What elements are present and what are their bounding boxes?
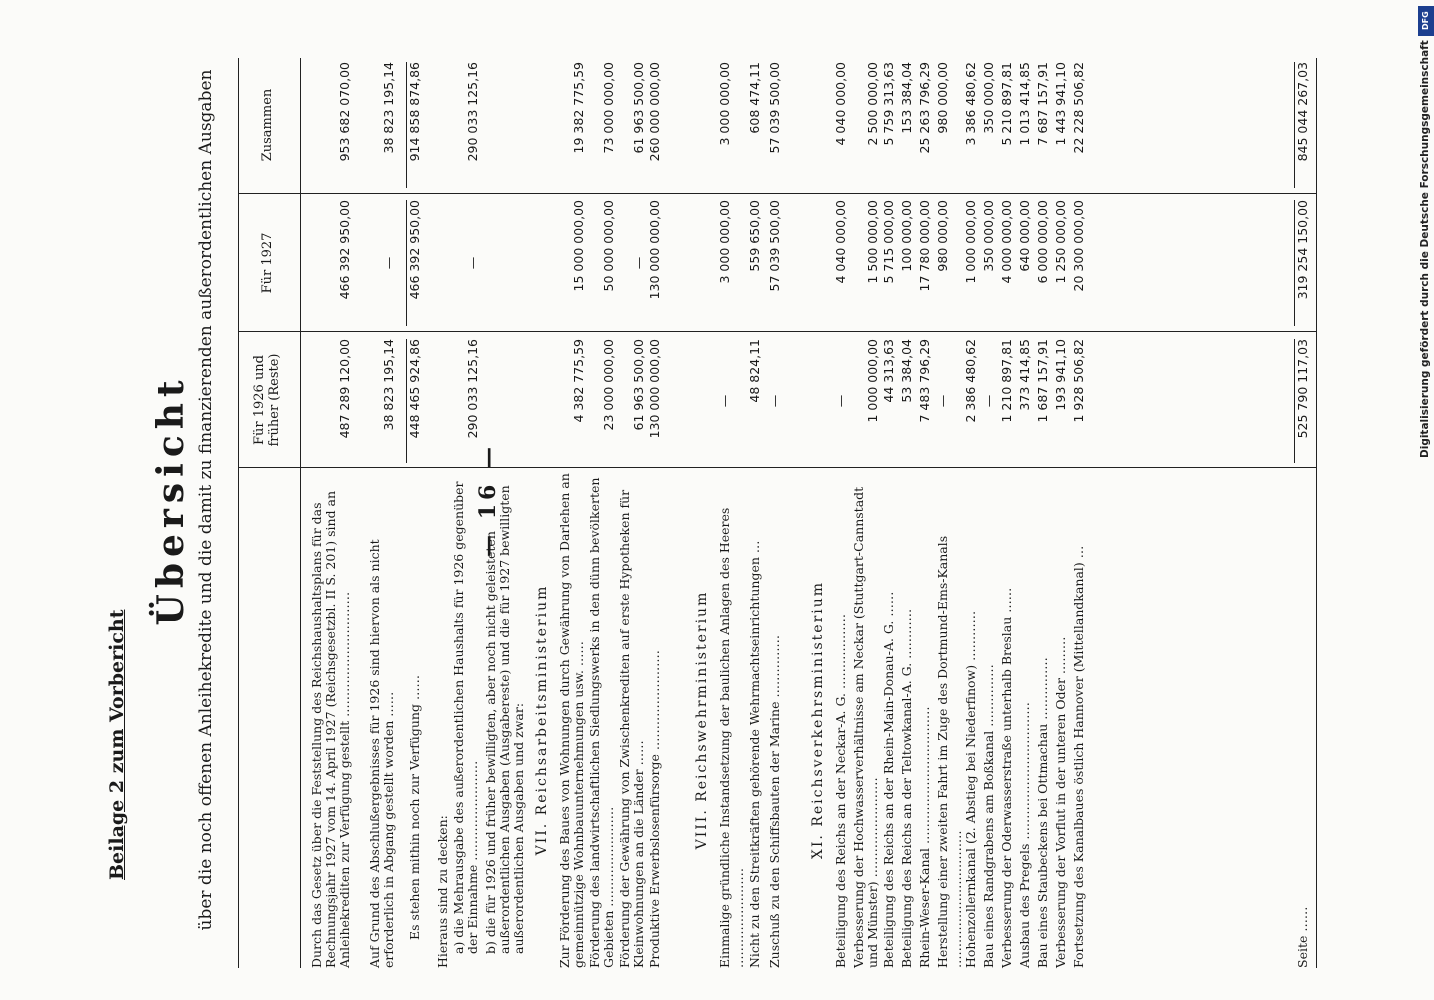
table-row: [588, 472, 616, 968]
column-header-total: Zusammen: [260, 88, 275, 162]
sum-rule: [406, 62, 407, 188]
cell-c2: —: [465, 256, 480, 270]
cell-c1: —: [981, 394, 996, 408]
cell-c2: —: [631, 256, 646, 270]
row-label: Zuschuß zu den Schiffsbauten der Marine ……………: [767, 635, 782, 968]
dfg-logo: DFG: [1418, 6, 1434, 36]
page-number: — 16 —: [475, 443, 501, 557]
sum-rule: [1294, 339, 1295, 463]
header-bottom-rule: [300, 58, 301, 968]
row-label: Hieraus sind zu decken:: [435, 815, 450, 968]
table-row: [452, 472, 480, 968]
column-divider: [238, 193, 1316, 194]
sum-rule: [406, 200, 407, 326]
row-label: Fortsetzung des Kanalbaues östlich Hannover (Mittellandkanal) …: [1071, 545, 1086, 968]
table-row: [900, 472, 914, 968]
row-label: Förderung des landwirtschaftlichen Siedlungswerks in den dünn bevölkerten Gebieten ……………………: [587, 477, 616, 968]
cell-c3: 61 963 500,00: [631, 62, 646, 154]
cell-c2: —: [381, 256, 396, 270]
table-row: [748, 472, 762, 968]
page-title: Übersicht: [150, 374, 192, 626]
table-row: [718, 472, 746, 968]
cell-c1: 193 941,10: [1053, 339, 1068, 411]
cell-c1: 1 210 897,81: [999, 339, 1014, 423]
sum-rule: [1294, 62, 1295, 188]
table-row: [1054, 472, 1068, 968]
row-label: a) die Mehrausgabe des außerordentlichen Haushalts für 1926 gegenüber der Einnahme ……………………: [451, 481, 480, 954]
row-label: Verbesserung der Oderwasserstraße unterhalb Breslau ……: [999, 587, 1014, 968]
cell-c3: 5 759 313,63: [881, 62, 896, 146]
section-heading: XI. Reichsverkehrsministerium: [810, 580, 826, 860]
cell-c1: 290 033 125,16: [465, 339, 480, 439]
cell-c2: 17 780 000,00: [917, 200, 932, 292]
table-row: [1072, 472, 1086, 968]
cell-c1: 2 386 480,62: [963, 339, 978, 423]
cell-c3: 19 382 775,59: [571, 62, 586, 154]
table-row: [852, 472, 880, 968]
cell-c2: 5 715 000,00: [881, 200, 896, 284]
table-row: [982, 472, 996, 968]
row-label: b) die für 1926 und früher bewilligten, aber noch nicht geleisteten außerordentlichen Ausgaben (Ausgabereste) und die für 1927 bewilligten außerordentlichen Ausgaben und zwar:: [483, 485, 526, 954]
cell-c2: 1 500 000,00: [865, 200, 880, 284]
table-row: [936, 472, 964, 968]
table-row: [484, 472, 526, 968]
table-row: [1036, 472, 1050, 968]
cell-c1: 373 414,85: [1017, 339, 1032, 411]
cell-c3: 350 000,00: [981, 62, 996, 134]
cell-c3: 57 039 500,00: [767, 62, 782, 154]
cell-c2: 319 254 150,00: [1295, 200, 1310, 300]
cell-c3: 5 210 897,81: [999, 62, 1014, 146]
table-row: [408, 472, 422, 968]
cell-c2: 50 000 000,00: [601, 200, 616, 292]
cell-c3: 2 500 000,00: [865, 62, 880, 146]
table-row: [618, 472, 646, 968]
section-heading: VIII. Reichswehrministerium: [694, 590, 710, 850]
column-divider: [238, 331, 1316, 332]
cell-c3: 153 384,04: [899, 62, 914, 134]
cell-c3: 953 682 070,00: [337, 62, 352, 162]
row-label: Nicht zu den Streitkräften gehörende Wehrmachtseinrichtungen …: [747, 540, 762, 968]
table-row: [310, 472, 352, 968]
cell-c2: 1 000 000,00: [963, 200, 978, 284]
table-row: [918, 472, 932, 968]
cell-c2: 15 000 000,00: [571, 200, 586, 292]
cell-c1: —: [935, 394, 950, 408]
cell-c2: 640 000,00: [1017, 200, 1032, 272]
cell-c2: 4 040 000,00: [833, 200, 848, 284]
cell-c1: 38 823 195,14: [381, 339, 396, 431]
cell-c3: 290 033 125,16: [465, 62, 480, 162]
row-label: Bau eines Staubeckens bei Ottmachau ……………: [1035, 657, 1050, 968]
cell-c2: 20 300 000,00: [1071, 200, 1086, 292]
cell-c2: 980 000,00: [935, 200, 950, 272]
cell-c3: 7 687 157,91: [1035, 62, 1050, 146]
cell-c3: 914 858 874,86: [407, 62, 422, 162]
row-label: Beteiligung des Reichs an der Rhein-Main-Donau-A. G. ……: [881, 591, 896, 968]
table-row: [436, 472, 450, 968]
cell-c3: 1 443 941,10: [1053, 62, 1068, 146]
cell-c2: 130 000 000,00: [647, 200, 662, 300]
cell-c2: 350 000,00: [981, 200, 996, 272]
cell-c2: 100 000,00: [899, 200, 914, 272]
table-row: [558, 472, 586, 968]
cell-c2: 6 000 000,00: [1035, 200, 1050, 284]
sum-rule: [406, 339, 407, 463]
row-label: Beteiligung des Reichs an der Teltowkanal-A. G. …………: [899, 608, 914, 968]
row-label: Verbesserung der Vorflut in der unteren Oder ………: [1053, 636, 1068, 968]
column-header-1927: Für 1927: [260, 232, 275, 294]
cell-c3: 4 040 000,00: [833, 62, 848, 146]
table-top-rule: [238, 58, 239, 968]
cell-c2: 466 392 950,00: [337, 200, 352, 300]
cell-c3: 22 228 506,82: [1071, 62, 1086, 154]
cell-c1: 48 824,11: [747, 339, 762, 403]
table-row: [768, 472, 782, 968]
row-label: Produktive Erwerbslosenfürsorge ……………………: [647, 650, 662, 968]
cell-c1: 130 000 000,00: [647, 339, 662, 439]
cell-c3: 845 044 267,03: [1295, 62, 1310, 162]
cell-c1: 44 313,63: [881, 339, 896, 403]
cell-c2: 559 650,00: [747, 200, 762, 272]
cell-c1: 487 289 120,00: [337, 339, 352, 439]
column-divider: [238, 467, 1316, 468]
cell-c3: 3 000 000,00: [717, 62, 732, 146]
row-label: Beteiligung des Reichs an der Neckar-A. G. ………………: [833, 614, 848, 968]
cell-c1: 7 483 796,29: [917, 339, 932, 423]
table-row: [368, 472, 396, 968]
row-label: Auf Grund des Abschlußergebnisses für 1926 sind hiervon als nicht erforderlich in Abgang gestellt worden ……: [367, 539, 396, 968]
cell-c1: —: [717, 394, 732, 408]
cell-c2: 4 000 000,00: [999, 200, 1014, 284]
page-subtitle: über die noch offenen Anleihekredite und die damit zu finanzierenden außerordentlichen Ausgaben: [196, 69, 216, 931]
cell-c2: 466 392 950,00: [407, 200, 422, 300]
row-label: Bau eines Randgrabens am Boßkanal ……………: [981, 664, 996, 968]
cell-c3: 38 823 195,14: [381, 62, 396, 154]
row-label: Ausbau des Pregels ……………………………: [1017, 702, 1032, 968]
row-label: Herstellung einer zweiten Fahrt im Zuge des Dortmund-Ems-Kanals ……………………………: [935, 535, 964, 968]
cell-c3: 1 013 414,85: [1017, 62, 1032, 146]
cell-c1: 448 465 924,86: [407, 339, 422, 439]
row-label: Hohenzollernkanal (2. Abstieg bei Niederfinow) …………: [963, 610, 978, 968]
cell-c1: —: [833, 394, 848, 408]
digitization-note: Digitalisierung gefördert durch die Deutsche Forschungsgemeinschaft: [1419, 40, 1431, 458]
cell-c2: 1 250 000,00: [1053, 200, 1068, 284]
sum-rule: [1294, 200, 1295, 326]
section-heading: VII. Reichsarbeitsministerium: [534, 584, 550, 856]
cell-c2: 57 039 500,00: [767, 200, 782, 292]
cell-c1: 1 928 506,82: [1071, 339, 1086, 423]
table-row: [648, 472, 662, 968]
row-label: Förderung der Gewährung von Zwischenkrediten auf erste Hypotheken für Kleinwohnungen an die Länder ……: [617, 489, 646, 968]
table-row: [1000, 472, 1014, 968]
cell-c3: 25 263 796,29: [917, 62, 932, 154]
row-label: Seite ……: [1295, 906, 1310, 968]
table-row: [964, 472, 978, 968]
supplement-label: Beilage 2 zum Vorbericht: [106, 609, 128, 880]
row-label: Es stehen mithin noch zur Verfügung ……: [407, 675, 422, 940]
row-label: Zur Förderung des Baues von Wohnungen durch Gewährung von Darlehen an gemeinnützige Wohnbauunternehmungen usw. ……: [557, 473, 586, 968]
row-label: Einmalige gründliche Instandsetzung der baulichen Anlagen des Heeres ……………………: [717, 507, 746, 968]
table-row: [1296, 472, 1310, 968]
cell-c1: 61 963 500,00: [631, 339, 646, 431]
cell-c1: 1 687 157,91: [1035, 339, 1050, 423]
cell-c3: 608 474,11: [747, 62, 762, 134]
table-row: [1018, 472, 1032, 968]
cell-c1: 23 000 000,00: [601, 339, 616, 431]
ledger-table: [238, 58, 1318, 968]
cell-c2: 3 000 000,00: [717, 200, 732, 284]
table-row: [882, 472, 896, 968]
cell-c1: 1 000 000,00: [865, 339, 880, 423]
cell-c1: 525 790 117,03: [1295, 339, 1310, 439]
cell-c3: 980 000,00: [935, 62, 950, 134]
cell-c3: 73 000 000,00: [601, 62, 616, 154]
cell-c1: 53 384,04: [899, 339, 914, 403]
cell-c1: —: [767, 394, 782, 408]
row-label: Rhein-Weser-Kanal ……………………………: [917, 706, 932, 968]
cell-c1: 4 382 775,59: [571, 339, 586, 423]
row-label: Verbesserung der Hochwasserverhältnisse am Neckar (Stuttgart-Cannstadt und Münster) ……………………: [851, 486, 880, 968]
row-label: Durch das Gesetz über die Feststellung des Reichshaushaltsplans für das Rechnungsjahr 1927 vom 14. April 1927 (Reichsgesetzbl. II S. 201) sind an Anleihekrediten zur Verfügung gestellt …………………………: [309, 490, 352, 968]
table-bottom-rule: [1316, 58, 1317, 968]
column-header-1926: Für 1926 und früher (Reste): [252, 353, 282, 447]
cell-c3: 260 000 000,00: [647, 62, 662, 162]
table-row: [834, 472, 848, 968]
cell-c3: 3 386 480,62: [963, 62, 978, 146]
